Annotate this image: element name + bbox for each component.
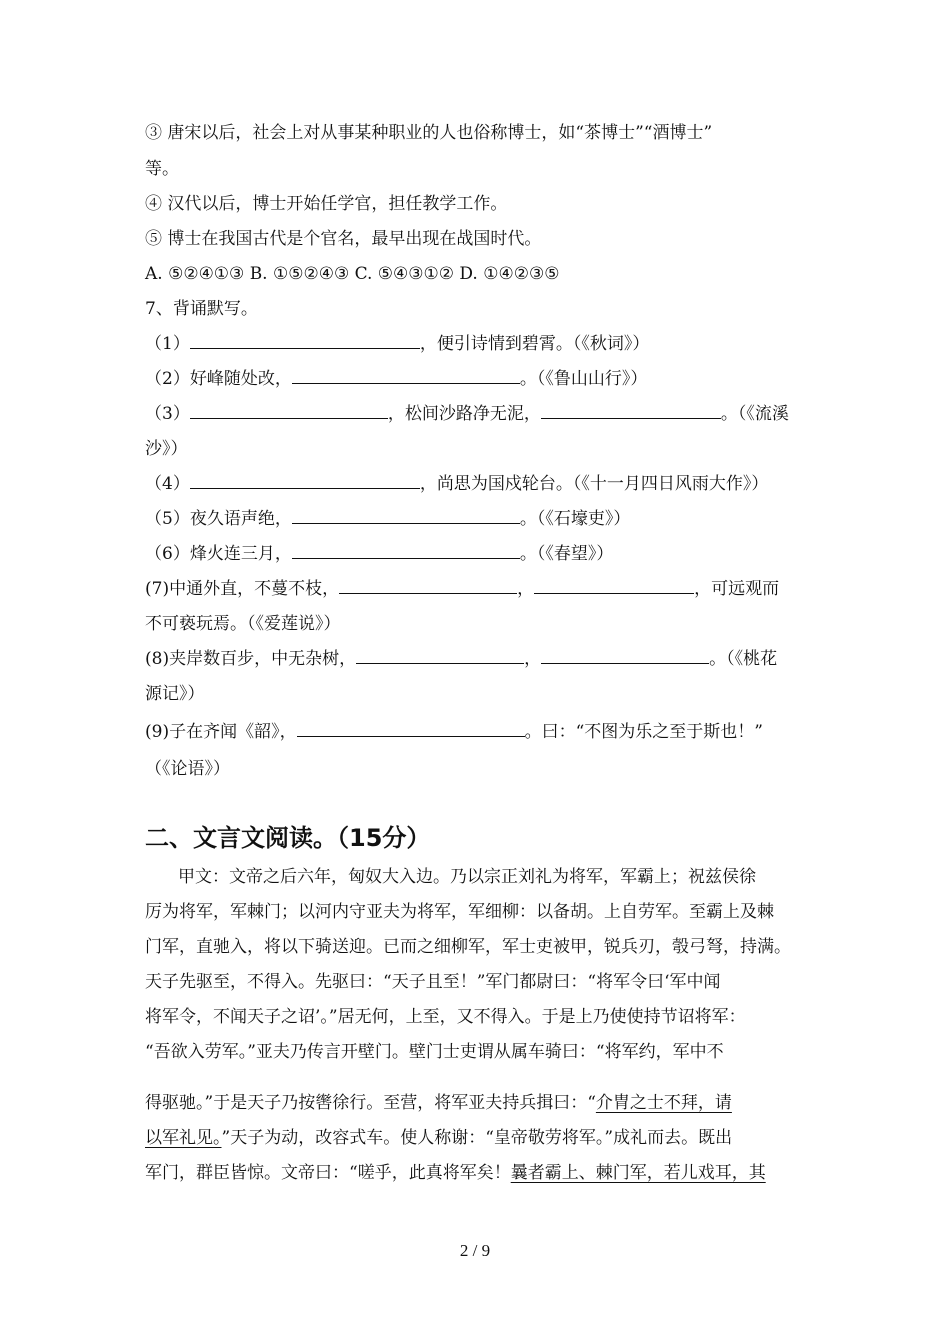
answer-blank[interactable]: [190, 473, 420, 489]
passage-line: 厉为将军，军棘门；以河内守亚夫为将军，军细柳：以备胡。上自劳军。至霸上及棘: [145, 902, 774, 922]
q7-item-3-cont: 沙》）: [145, 439, 188, 459]
passage-line: 甲文：文帝之后六年，匈奴大入边。乃以宗正刘礼为将军，军霸上；祝兹侯徐: [178, 867, 756, 887]
q7-item-2: （2）好峰随处改， 。（《鲁山山行》）: [145, 369, 648, 389]
q7-item-4: （4） ，尚思为国戍轮台。（《十一月四日风雨大作》）: [145, 474, 769, 494]
q6-options: A. ⑤②④①③ B. ①⑤②④③ C. ⑤④③①② D. ①④②③⑤: [145, 264, 560, 284]
q7-item-7-cont: 不可亵玩焉。（《爱莲说》）: [145, 614, 341, 634]
answer-blank[interactable]: [534, 578, 694, 594]
answer-blank[interactable]: [297, 721, 525, 737]
passage-line: 天子先驱至，不得入。先驱曰：“天子且至！”军门都尉曰：“将军令曰‘军中闻: [145, 972, 721, 992]
q7-item-1: （1） ，便引诗情到碧霄。（《秋词》）: [145, 334, 650, 354]
page-number: 2 / 9: [459, 1241, 491, 1260]
answer-blank[interactable]: [541, 648, 709, 664]
q7-item-8: (8)夹岸数百步，中无杂树， ， 。（《桃花: [145, 649, 778, 669]
q7-item-7: (7)中通外直，不蔓不枝， ， ，可远观而: [145, 579, 780, 599]
passage-line: “吾欲入劳军。”亚夫乃传言开壁门。壁门士吏谓从属车骑曰：“将军约，军中不: [145, 1042, 724, 1062]
q7-item-3: （3） ，松间沙路净无泥， 。（《流溪: [145, 404, 789, 424]
q7-title: 7、背诵默写。: [145, 299, 258, 319]
q6-item-3-cont: 等。: [145, 159, 179, 179]
answer-blank[interactable]: [292, 543, 520, 559]
q7-item-6: （6）烽火连三月， 。（《春望》）: [145, 544, 614, 564]
q7-item-9: (9)子在齐闻《韶》， 。曰：“不图为乐之至于斯也！”: [145, 722, 763, 742]
passage-line: 将军令，不闻天子之诏’。”居无何，上至，又不得入。于是上乃使使持节诏将军：: [145, 1007, 746, 1027]
answer-blank[interactable]: [292, 508, 520, 524]
passage-line: 以军礼见。”天子为动，改容式车。使人称谢：“皇帝敬劳将军。”成礼而去。既出: [145, 1128, 733, 1148]
answer-blank[interactable]: [541, 403, 721, 419]
passage-line: 军门，群臣皆惊。文帝曰：“嗟乎，此真将军矣！曩者霸上、棘门军，若儿戏耳，其: [145, 1163, 766, 1183]
passage-line: 门军，直驰入，将以下骑送迎。已而之细柳军，军士吏被甲，锐兵刃，彀弓弩，持满。: [145, 937, 791, 957]
answer-blank[interactable]: [190, 333, 420, 349]
passage-line: 得驱驰。”于是天子乃按辔徐行。至营，将军亚夫持兵揖曰：“介胄之士不拜，请: [145, 1093, 732, 1113]
q6-item-4: ④ 汉代以后，博士开始任学官，担任教学工作。: [145, 194, 508, 214]
answer-blank[interactable]: [339, 578, 517, 594]
underlined-sentence: 曩者霸上、棘门军，若儿戏耳，其: [510, 1163, 766, 1183]
section-2-heading: 二、文言文阅读。（15分）: [145, 824, 431, 852]
q7-item-5: （5）夜久语声绝， 。（《石壕吏》）: [145, 509, 631, 529]
underlined-sentence: 介胄之士不拜，请: [595, 1093, 732, 1113]
answer-blank[interactable]: [190, 403, 388, 419]
q7-item-9-cont: （《论语》）: [145, 759, 230, 779]
underlined-sentence: 以军礼见。: [145, 1128, 222, 1148]
answer-blank[interactable]: [292, 368, 520, 384]
answer-blank[interactable]: [356, 648, 524, 664]
q6-item-5: ⑤ 博士在我国古代是个官名，最早出现在战国时代。: [145, 229, 542, 249]
q6-item-3: ③ 唐宋以后，社会上对从事某种职业的人也俗称博士，如“茶博士”“酒博士”: [145, 123, 713, 143]
q7-item-8-cont: 源记》）: [145, 684, 205, 704]
